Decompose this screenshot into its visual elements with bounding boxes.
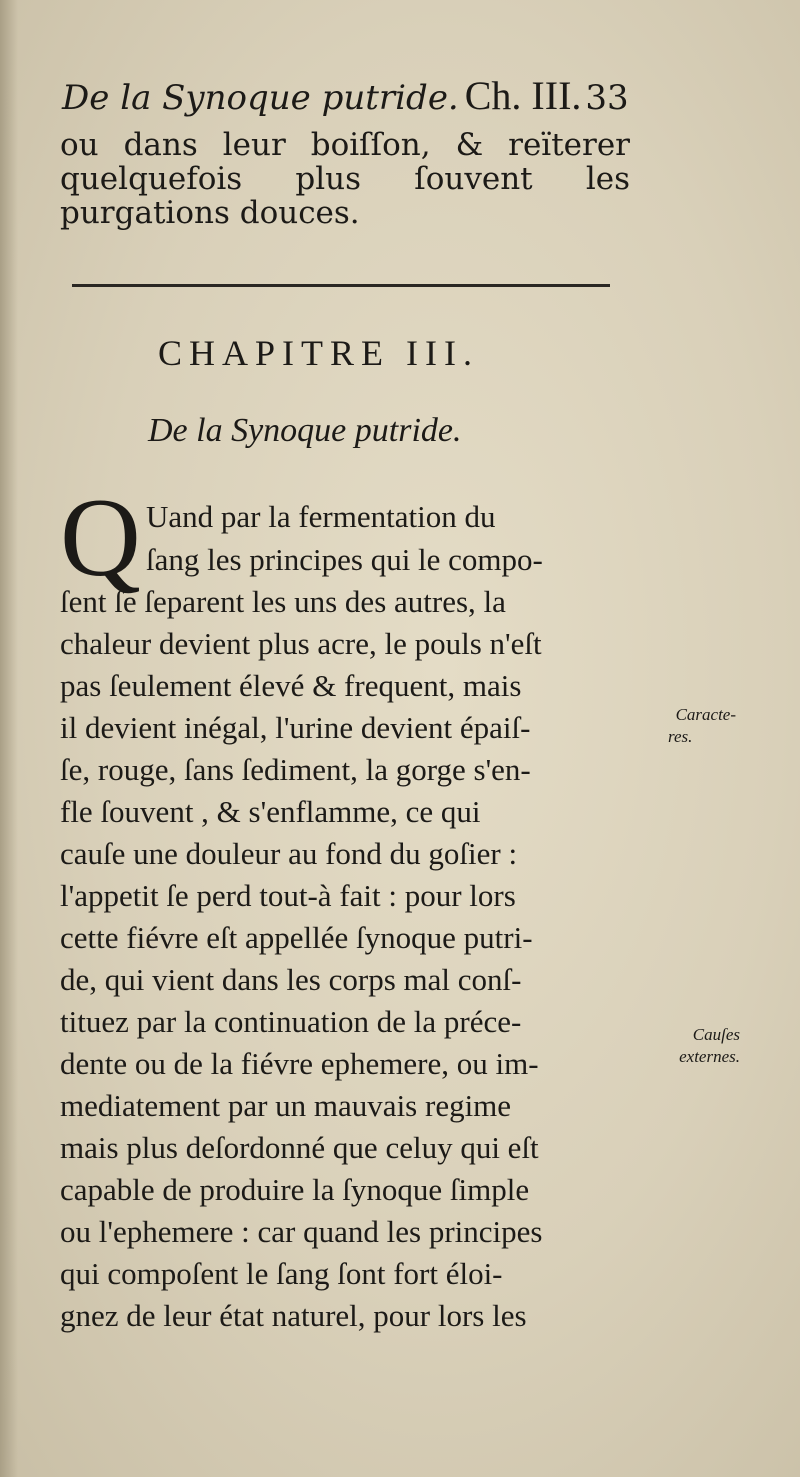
drop-cap: Q — [60, 476, 141, 600]
body-line: capable de produire la ſynoque ſimple — [60, 1172, 530, 1207]
chapter-title: CHAPITRE III. — [158, 333, 479, 373]
body-line: ſent ſe ſeparent les uns des autres, la — [60, 584, 506, 619]
body-line: mais plus deſordonné que celuy qui eſt — [60, 1130, 539, 1165]
body-line: fle ſouvent , & s'enflamme, ce qui — [60, 794, 481, 829]
body-line: qui compoſent le ſang ſont fort éloi- — [60, 1256, 503, 1291]
spine-shadow — [0, 0, 18, 1477]
body-line: de, qui vient dans les corps mal conſ- — [60, 962, 522, 997]
running-header — [62, 72, 642, 119]
section-rule — [72, 284, 610, 287]
continuation-paragraph: ou dans leur boiſſon, & reïterer quelquefois plus ſouvent les purgations douces. — [60, 127, 630, 231]
body-line: ſang les principes qui le compo- — [146, 542, 543, 577]
chapter-number: Ch. III. — [464, 73, 582, 118]
body-line: l'appetit ſe perd tout-à fait : pour lors — [60, 878, 516, 913]
body-line: Uand par la fermentation du — [146, 499, 496, 534]
margin-note-line: Cauſes — [692, 1025, 740, 1044]
margin-note-line: Caracte- — [675, 705, 736, 724]
body-line: cette fiévre eſt appellée ſynoque putri- — [60, 920, 533, 955]
margin-note-caracteres — [650, 704, 736, 748]
body-line: ſe, rouge, ſans ſediment, la gorge s'en- — [60, 752, 531, 787]
chapter-subtitle: De la Synoque putride. — [148, 412, 462, 449]
margin-note-line: externes. — [679, 1047, 740, 1066]
body-line: cauſe une douleur au fond du goſier : — [60, 836, 518, 871]
body-line: tituez par la continuation de la préce- — [60, 1004, 522, 1039]
body-line: chaleur devient plus acre, le pouls n'eſt — [60, 626, 542, 661]
page-number: 33 — [585, 78, 629, 118]
running-title: De la Synoque putride. — [62, 78, 459, 118]
body-line: pas ſeulement élevé & frequent, mais — [60, 668, 522, 703]
margin-note-line: res. — [668, 727, 693, 746]
body-line: dente ou de la fiévre ephemere, ou im- — [60, 1046, 539, 1081]
body-line: il devient inégal, l'urine devient épaiſ- — [60, 710, 531, 745]
body-line: gnez de leur état naturel, pour lors les — [60, 1298, 527, 1333]
body-line: ou l'ephemere : car quand les principes — [60, 1214, 543, 1249]
body-line: mediatement par un mauvais regime — [60, 1088, 512, 1123]
margin-note-causes — [656, 1024, 740, 1068]
